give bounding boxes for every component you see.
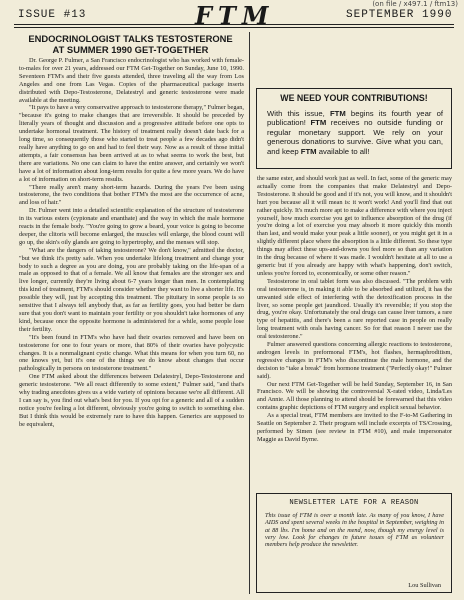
article-paragraph: Dr. George P. Fulmer, a San Francisco endocrinologist who has worked with female-to-males for over 21 years, addressed our FTM Get-Together on Sunday, June 10, 1990. Seventeen FTM's and their five guests attended, three traveling all the way from Los Angeles and one from Las Vegas. Copies of the pharmaceutical package inserts distributed with Depo-Testosterone, Delatestryl and generic testosterone were made available at the meeting. [19,57,244,104]
article-paragraph: Fulmer answered questions concerning allergic reactions to testosterone, androgen levels in preformonal FTM's, hot flashes, hermaphroditism, regressive changes in FTM's who discontinue the male hormone, and the decision to "take a break" from hormone treatment ("Perfectly okay!" Fulmer said). [257,341,452,380]
header-rule-bottom [14,27,454,28]
article-paragraph: "It's been found in FTM's who have had their ovaries removed and have been on testosterone for one to four years or more, that 80% of their ovaries have polycystic changes. It is a nonmalignant cystic change. What this means for when you turn 60, no one knows yet, but it's one of the things we do know about changes that occur pathologically in persons on testosterone treatment." [19,333,244,373]
article-paragraph: Our next FTM Get-Together will be held Sunday, September 16, in San Francisco. We will be showing the controversial X-rated video, Linda/Les and Annie. All those planning to attend should be forewarned that this video contains graphic depictions of FTM surgery and explicit sexual behavior. [257,380,452,412]
contributions-text [267,109,443,156]
article-paragraph: One FTM asked about the differences between Delatestryl, Depo-Testosterone and generic testosterone. "We all react differently to some extent," Fulmer said, "and that's why trading anecdotes gives us a wide variety of opinions because we're all different. All I can say is, you find out what's best for you. If you opt for a generic and all of a sudden notice you're feeling a lot different, obviously you're going to switch to something else. But I think this would be extremely rare to have this happen. Generics are supposed to be equivalent, [19,373,244,428]
article-paragraph: "It pays to have a very conservative approach to testosterone therapy," Fulmer began, "because it's going to make changes that are irreversible. It should be preceded by literally years of thought and discussion and a progressive attitude before one opts to undertake hormonal treatment. The history of treatment really doesn't date back for a long time, so consequently those who started to treat people a few decades ago didn't really have anything to go on and had to feel their way. Now as a result of those initial attempts, a fair consensus has been arrived at as to what seems to work the best, but there are variations. No one can claim to have the entire answer, and certainly we won't have a lot of information about long-term results for quite a few more years. We do have a lot of information on short-term results. [19,104,244,183]
contributions-title: WE NEED YOUR CONTRIBUTIONS! [280,93,428,103]
article-paragraph: Testosterone in oral tablet form was also discussed. "The problem with oral testosterone is, in making it able to be absorbed and utilized, it has the unwanted side effect of interfering with the detoxification process in the liver, so some people get jaundiced. Usually it's reversible; if you stop the drug, you're okay. Unfortunately the oral drugs can cause liver tumors, a rare type of hepatitis, and there's been a rare reported case in people on really long treatment with orals having cancer. So for that reason I never use the oral testosterone." [257,277,452,341]
contributions-text-d: available to all! [316,146,370,156]
article-title [18,33,243,55]
column-divider [249,32,250,594]
article-paragraph: "What are the dangers of taking testosterone? We don't know," admitted the doctor, "but we think it's pretty safe. When you undertake lifelong treatment and change your body to such a degree as you are doing, you are probably taking on the life-span of a male as opposed to that of a female. We all know that females are the stronger sex and live longer, currently they're living about 6-7 years longer than men. In contemplating this kind of treatment, FTM's should consider whether they want to live a shorter life. It's possible they will, just by accepting this treatment. The pituitary in some people is so sensitive that I always tell anybody that, as far as fertility goes, you had better be darn sure that you don't want to maintain your fertility or you shouldn't take hormones of any kind, because once the opposite hormone is administered for a while, some people lose their fertility. [19,246,244,333]
late-notice-box [256,493,452,593]
article-title-line1: ENDOCRINOLOGIST TALKS TESTOSTERONE [28,33,233,44]
article-title-line2: AT SUMMER 1990 GET-TOGETHER [52,44,209,55]
contributions-text-a: With this issue, [267,109,330,118]
issue-date: SEPTEMBER 1990 [346,9,453,21]
article-paragraph: "There really aren't many short-term hazards. During the years I've been using testosterone, the two conditions that bother FTM's the most are the occurrence of acne, and loss of hair." [19,183,244,207]
article-paragraph: As a special treat, FTM members are invited to the F-to-M Gathering in Seattle on September 2. Their program will include excerpts of TS/Crossing, performed by Simen (see review in FTM #10), and male impersonator Maggie as David Byrne. [257,412,452,443]
article-paragraph: Dr. Fulmer went into a detailed scientific explanation of the structure of testosterone in its various esters (cypionate and enanthate) and the way in which the male hormone reacts in the female body. "You're going to grow a beard, your voice is going to become deeper, the clitoris will become enlarged, the muscles will enlarge, the blood count will go up, the skin's oily glands are going to hypertrophy, and the menses will stop. [19,207,244,246]
article-column-2 [257,175,452,487]
late-notice-title: NEWSLETTER LATE FOR A REASON [289,499,419,507]
contributions-text-c: receives no outside funding or regular monetary support. We rely on your generous donations to survive. Give what you can, and keep [267,118,444,156]
editor-signature: Lou Sullivan [408,582,441,589]
article-paragraph: the same ester, and should work just as well. In fact, some of the generic may actually come from the companies that make Delatestryl and Depo-Testosterone. It should be good and if it's not, you will know, and it shouldn't hurt you because all it will mean is: it won't work! And you'll find that out rather quickly. It's much more apt to make a difference with where you inject yourself, how much exercise you get to influence absorption of the drug (if you're doing a lot of exercise you may absorb it more quickly this month than last, and would make your peak a little sooner), or you might get it in a slightly different place where the absorption is a little different. So these type things may affect these ups-and-downs you feel more so than any variation in the drug because of where it was made. I wouldn't hesitate at all to use a generic but if you already are happy with what's happening, don't switch, unless you're forced to, economically, or some other reason." [257,175,452,277]
contributions-box [256,88,452,169]
issue-number: ISSUE #13 [18,9,87,21]
newsletter-masthead: FTM [195,1,275,30]
brand-name: FTM [329,109,346,118]
header-rule-top [14,24,454,25]
late-notice-body: This issue of FTM is over a month late. As many of you know, I have AIDS and spent several weeks in the hospital in September, weighing in at 88 lbs. I'm home and on the mend, now, though my energy level is very low. Look for changes in future issues of FTM as volunteer members help produce the newsletter. [265,512,444,549]
contributions-text-b: begins its fourth year of publication! [267,109,443,128]
brand-name: FTM [310,118,327,128]
brand-name: FTM [300,146,317,156]
article-column-1 [19,57,244,593]
handwritten-note: (on file / x497.1 / ftm13) [372,0,458,8]
